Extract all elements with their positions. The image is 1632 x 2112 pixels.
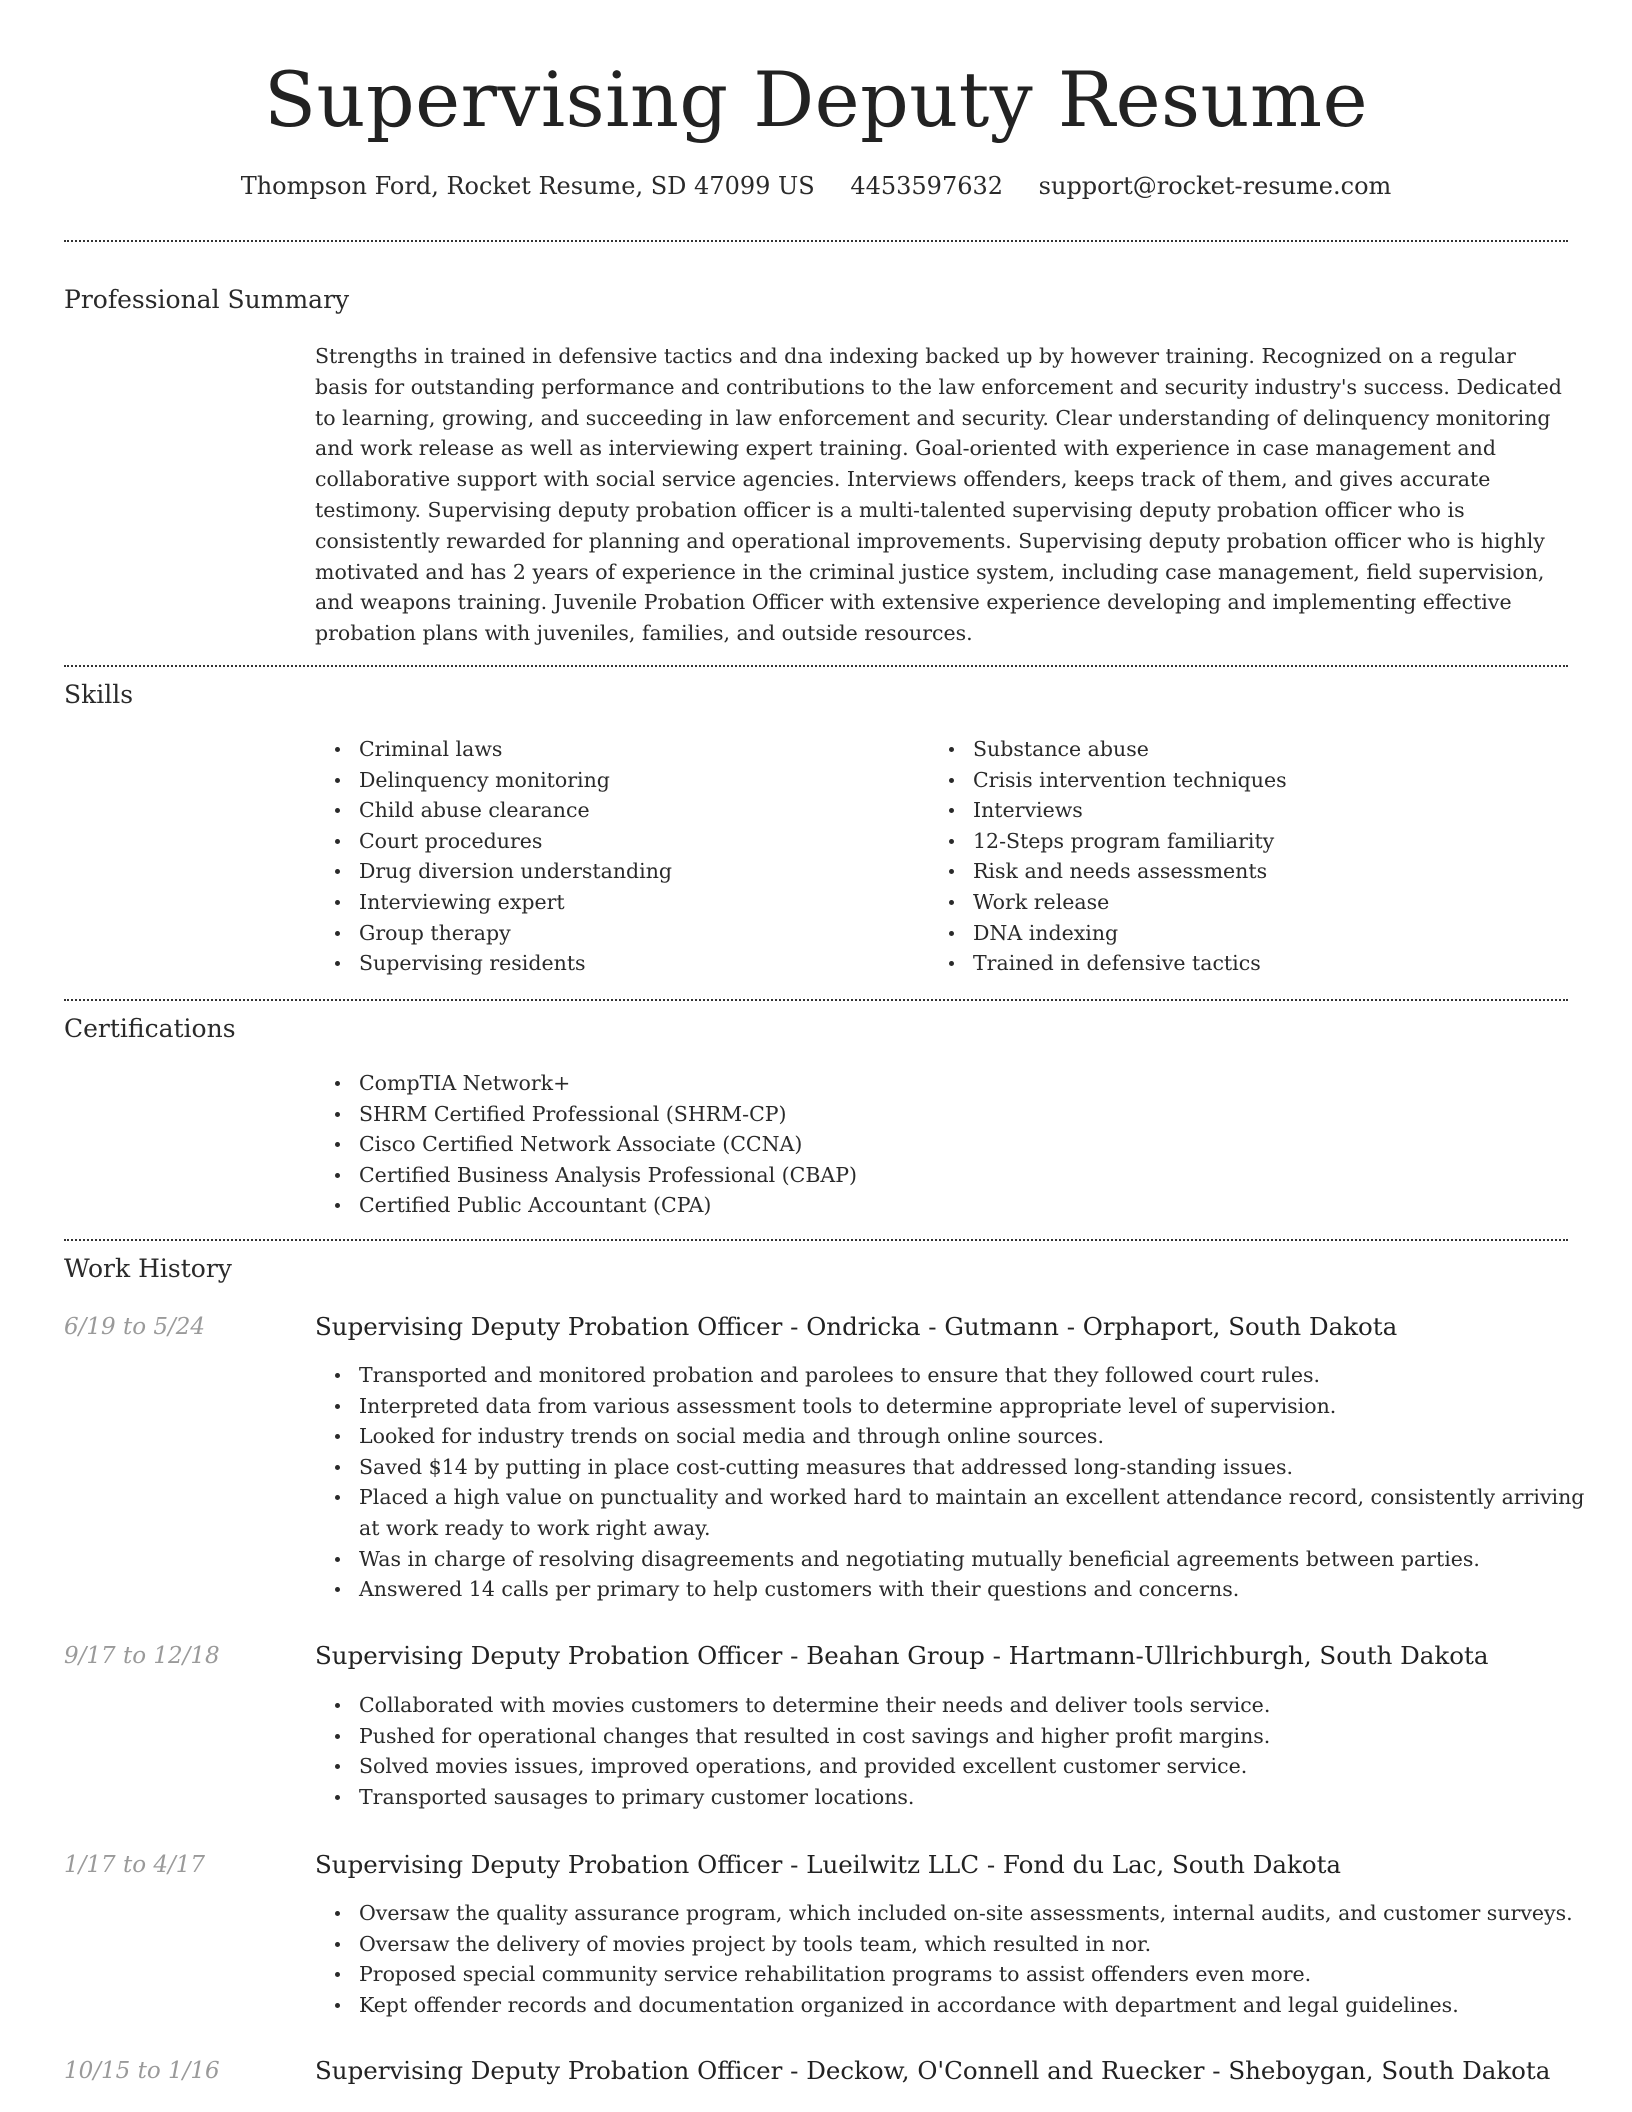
skill-item: Risk and needs assessments <box>973 856 1573 887</box>
job-bullet: Placed a high value on punctuality and worked hard to maintain an excellent attendance record, consistently arriving at work ready to work right away. <box>359 1482 1589 1543</box>
job-bullet: Transported sausages to primary customer locations. <box>359 1782 1589 1813</box>
skill-item: DNA indexing <box>973 918 1573 949</box>
skill-item: Group therapy <box>359 918 919 949</box>
certification-item: Cisco Certified Network Associate (CCNA) <box>359 1129 1359 1160</box>
skill-item: Interviews <box>973 795 1573 826</box>
skill-item: Work release <box>973 887 1573 918</box>
summary-text: Strengths in trained in defensive tactics and dna indexing backed up by however training. Recognized on a regular basis for outstanding performance and contributions to the law enforcement and security industry's success. Dedicated to learning, growing, and succeeding in law enforcement and security. Clear understanding of delinquency monitoring and work release as well as interviewing expert training. Goal-oriented with experience in case management and collaborative support with social service agencies. Interviews offenders, keeps track of them, and gives accurate testimony. Supervising deputy probation officer is a multi-talented supervising deputy probation officer who is consistently rewarded for planning and operational improvements. Supervising deputy probation officer who is highly motivated and has 2 years of experience in the criminal justice system, including case management, field supervision, and weapons training. Juvenile Probation Officer with extensive experience developing and implementing effective probation plans with juveniles, families, and outside resources. <box>315 344 1562 646</box>
skill-item: Interviewing expert <box>359 887 919 918</box>
contact-phone: 4453597632 <box>850 172 1004 200</box>
divider <box>64 240 1568 242</box>
certification-item: Certified Public Accountant (CPA) <box>359 1190 1359 1221</box>
skill-item: Drug diversion understanding <box>359 856 919 887</box>
skill-item: Substance abuse <box>973 734 1573 765</box>
job-bullet: Oversaw the delivery of movies project by tools team, which resulted in nor. <box>359 1929 1609 1960</box>
job-dates: 10/15 to 1/16 <box>64 2058 220 2084</box>
job-heading: Supervising Deputy Probation Officer - Beahan Group - Hartmann-Ullrichburgh, South Dakota <box>315 1641 1489 1670</box>
skill-item: Child abuse clearance <box>359 795 919 826</box>
job-bullet: Answered 14 calls per primary to help customers with their questions and concerns. <box>359 1574 1589 1605</box>
job-bullets <box>315 1898 1609 2020</box>
section-title-work-history: Work History <box>64 1254 232 1283</box>
job-heading: Supervising Deputy Probation Officer - Ondricka - Gutmann - Orphaport, South Dakota <box>315 1312 1398 1341</box>
certification-item: SHRM Certified Professional (SHRM-CP) <box>359 1099 1359 1130</box>
certification-item: Certified Business Analysis Professional (CBAP) <box>359 1160 1359 1191</box>
contact-line <box>0 170 1632 202</box>
job-bullet: Solved movies issues, improved operations, and provided excellent customer service. <box>359 1751 1589 1782</box>
job-bullet: Pushed for operational changes that resulted in cost savings and higher profit margins. <box>359 1721 1589 1752</box>
job-bullet: Transported and monitored probation and parolees to ensure that they followed court rules. <box>359 1360 1589 1391</box>
skill-item: Criminal laws <box>359 734 919 765</box>
contact-email: support@rocket-resume.com <box>1038 172 1392 200</box>
job-bullet: Kept offender records and documentation organized in accordance with department and legal guidelines. <box>359 1990 1609 2021</box>
skill-item: Supervising residents <box>359 948 919 979</box>
job-heading: Supervising Deputy Probation Officer - Deckow, O'Connell and Ruecker - Sheboygan, South Dakota <box>315 2056 1551 2085</box>
job-bullet: Was in charge of resolving disagreements and negotiating mutually beneficial agreements between parties. <box>359 1544 1589 1575</box>
job-dates: 6/19 to 5/24 <box>64 1314 206 1340</box>
job-bullet: Oversaw the quality assurance program, which included on-site assessments, internal audits, and customer surveys. <box>359 1898 1609 1929</box>
skill-item: Crisis intervention techniques <box>973 765 1573 796</box>
contact-address: Thompson Ford, Rocket Resume, SD 47099 US <box>240 172 815 200</box>
divider <box>64 999 1568 1001</box>
job-bullets <box>315 1360 1589 1605</box>
section-title-certifications: Certifications <box>64 1014 236 1043</box>
job-heading: Supervising Deputy Probation Officer - Lueilwitz LLC - Fond du Lac, South Dakota <box>315 1850 1342 1879</box>
skill-item: 12-Steps program familiarity <box>973 826 1573 857</box>
job-bullet: Saved $14 by putting in place cost-cutting measures that addressed long-standing issues. <box>359 1452 1589 1483</box>
job-bullet: Looked for industry trends on social media and through online sources. <box>359 1421 1589 1452</box>
skill-item: Trained in defensive tactics <box>973 948 1573 979</box>
skill-item: Court procedures <box>359 826 919 857</box>
skills-list-right <box>929 734 1573 979</box>
job-bullets <box>315 1690 1589 1812</box>
skill-item: Delinquency monitoring <box>359 765 919 796</box>
section-title-summary: Professional Summary <box>64 285 350 314</box>
divider <box>64 665 1568 667</box>
certification-item: CompTIA Network+ <box>359 1068 1359 1099</box>
job-dates: 1/17 to 4/17 <box>64 1852 206 1878</box>
job-bullet: Proposed special community service rehabilitation programs to assist offenders even more. <box>359 1959 1609 1990</box>
skills-list-left <box>315 734 919 979</box>
job-bullet: Collaborated with movies customers to determine their needs and deliver tools service. <box>359 1690 1589 1721</box>
divider <box>64 1239 1568 1241</box>
job-dates: 9/17 to 12/18 <box>64 1643 220 1669</box>
resume-title: Supervising Deputy Resume <box>263 55 1369 144</box>
certifications-list <box>315 1068 1359 1221</box>
job-bullet: Interpreted data from various assessment tools to determine appropriate level of supervision. <box>359 1391 1589 1422</box>
section-title-skills: Skills <box>64 680 134 709</box>
